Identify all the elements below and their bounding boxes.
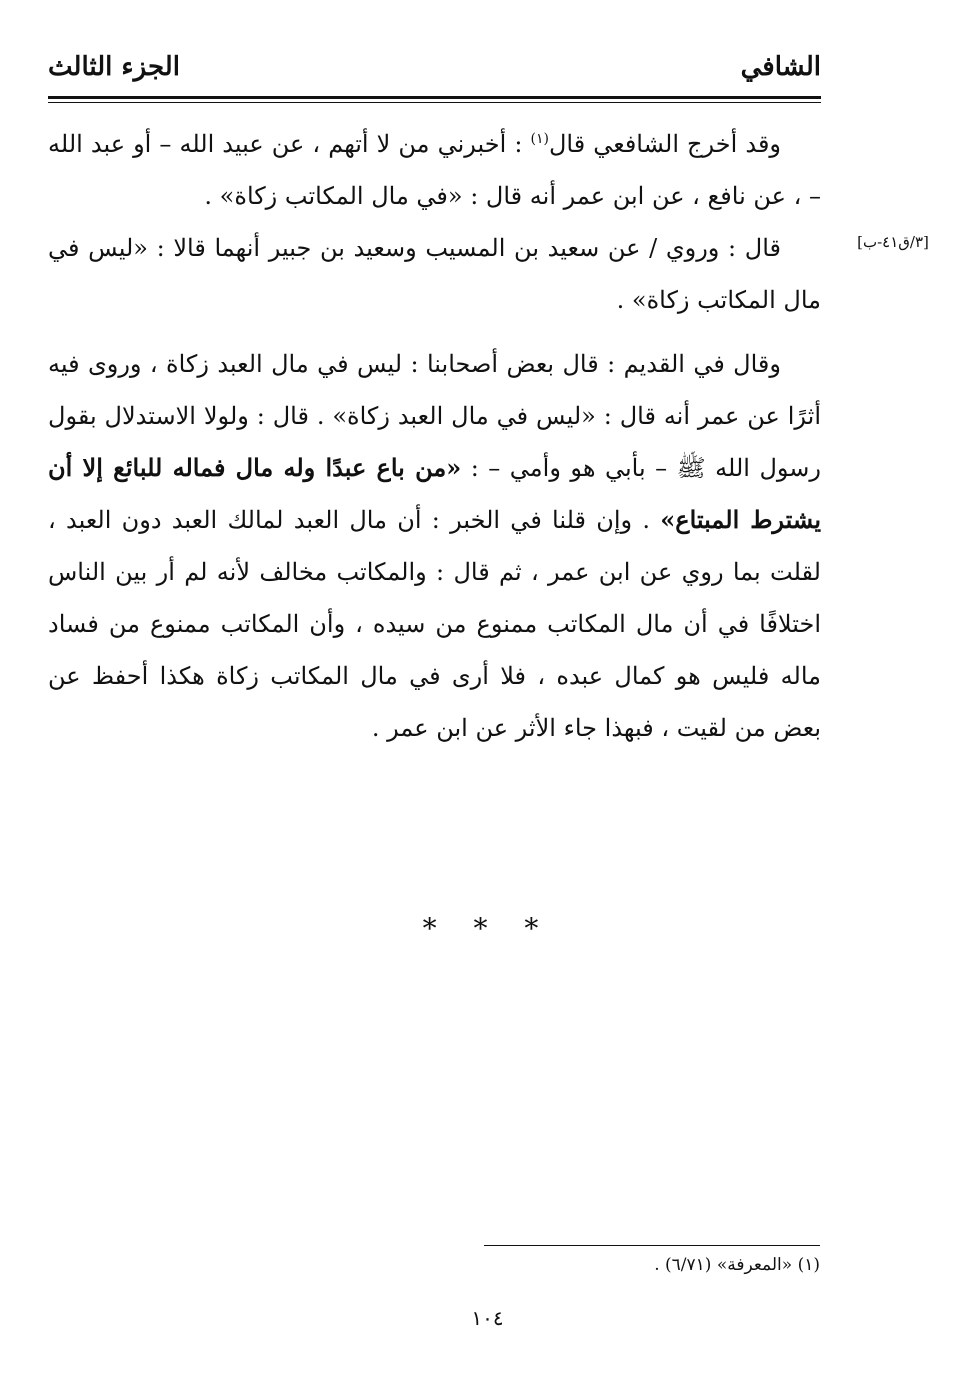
running-head (48, 52, 821, 92)
manuscript-margin-note: [٣/ق٤١-ب] (857, 233, 929, 251)
footnote-rule (484, 1245, 820, 1246)
hadith-quote: «من باع عبدًا وله مال فماله للبائع إلا أن يشترط المبتاع» (48, 453, 821, 534)
paragraph-3-text-b: . وإن قلنا في الخبر : أن مال العبد لمالك العبد دون العبد ، لقلت بما روي عن ابن عمر ، ثم قال : والمكاتب مخالف لأنه لم أر بين الناس اختلافًا في أن مال المكاتب ممنوع من سيده ، وأن المكاتب ممنوع من فساد ماله فليس هو كمال عبده ، فلا أرى في مال المكاتب زكاة هكذا أحفظ عن بعض من لقيت ، فبهذا جاء الأثر عن ابن عمر . (48, 506, 822, 742)
header-rule-thick (48, 96, 821, 99)
footnote-reference[interactable]: (١) (530, 131, 549, 147)
paragraph-1-text-b: : أخبرني من لا أتهم ، عن عبيد الله – أو عبد الله – ، عن نافع ، عن ابن عمر أنه قال : «في مال المكاتب زكاة» . (48, 130, 821, 210)
section-ornament: * * * (422, 912, 553, 945)
page-number: ١٠٤ (471, 1306, 504, 1330)
paragraph-1-text-a: وقد أخرج الشافعي قال (548, 130, 782, 158)
main-text (48, 118, 821, 754)
paragraph-2: قال : وروي / عن سعيد بن المسيب وسعيد بن جبير أنهما قالا : «ليس في مال المكاتب زكاة» . (48, 234, 821, 314)
footnote: (١) «المعرفة» (٦/٧١) . (654, 1255, 820, 1275)
paragraph-1 (48, 118, 821, 222)
volume-title: الجزء الثالث (48, 52, 180, 82)
paragraph-3-text-a: وقال في القديم : قال بعض أصحابنا : ليس في مال العبد زكاة ، وروى فيه أثرًا عن عمر أنه قال : «ليس في مال العبد زكاة» . قال : ولولا الاستدلال بقول رسول الله ﷺ – بأبي هو وأمي – : (48, 350, 821, 482)
header-rule-thin (48, 102, 821, 103)
book-title: الشافي (740, 52, 821, 82)
paragraph-3 (48, 338, 821, 754)
